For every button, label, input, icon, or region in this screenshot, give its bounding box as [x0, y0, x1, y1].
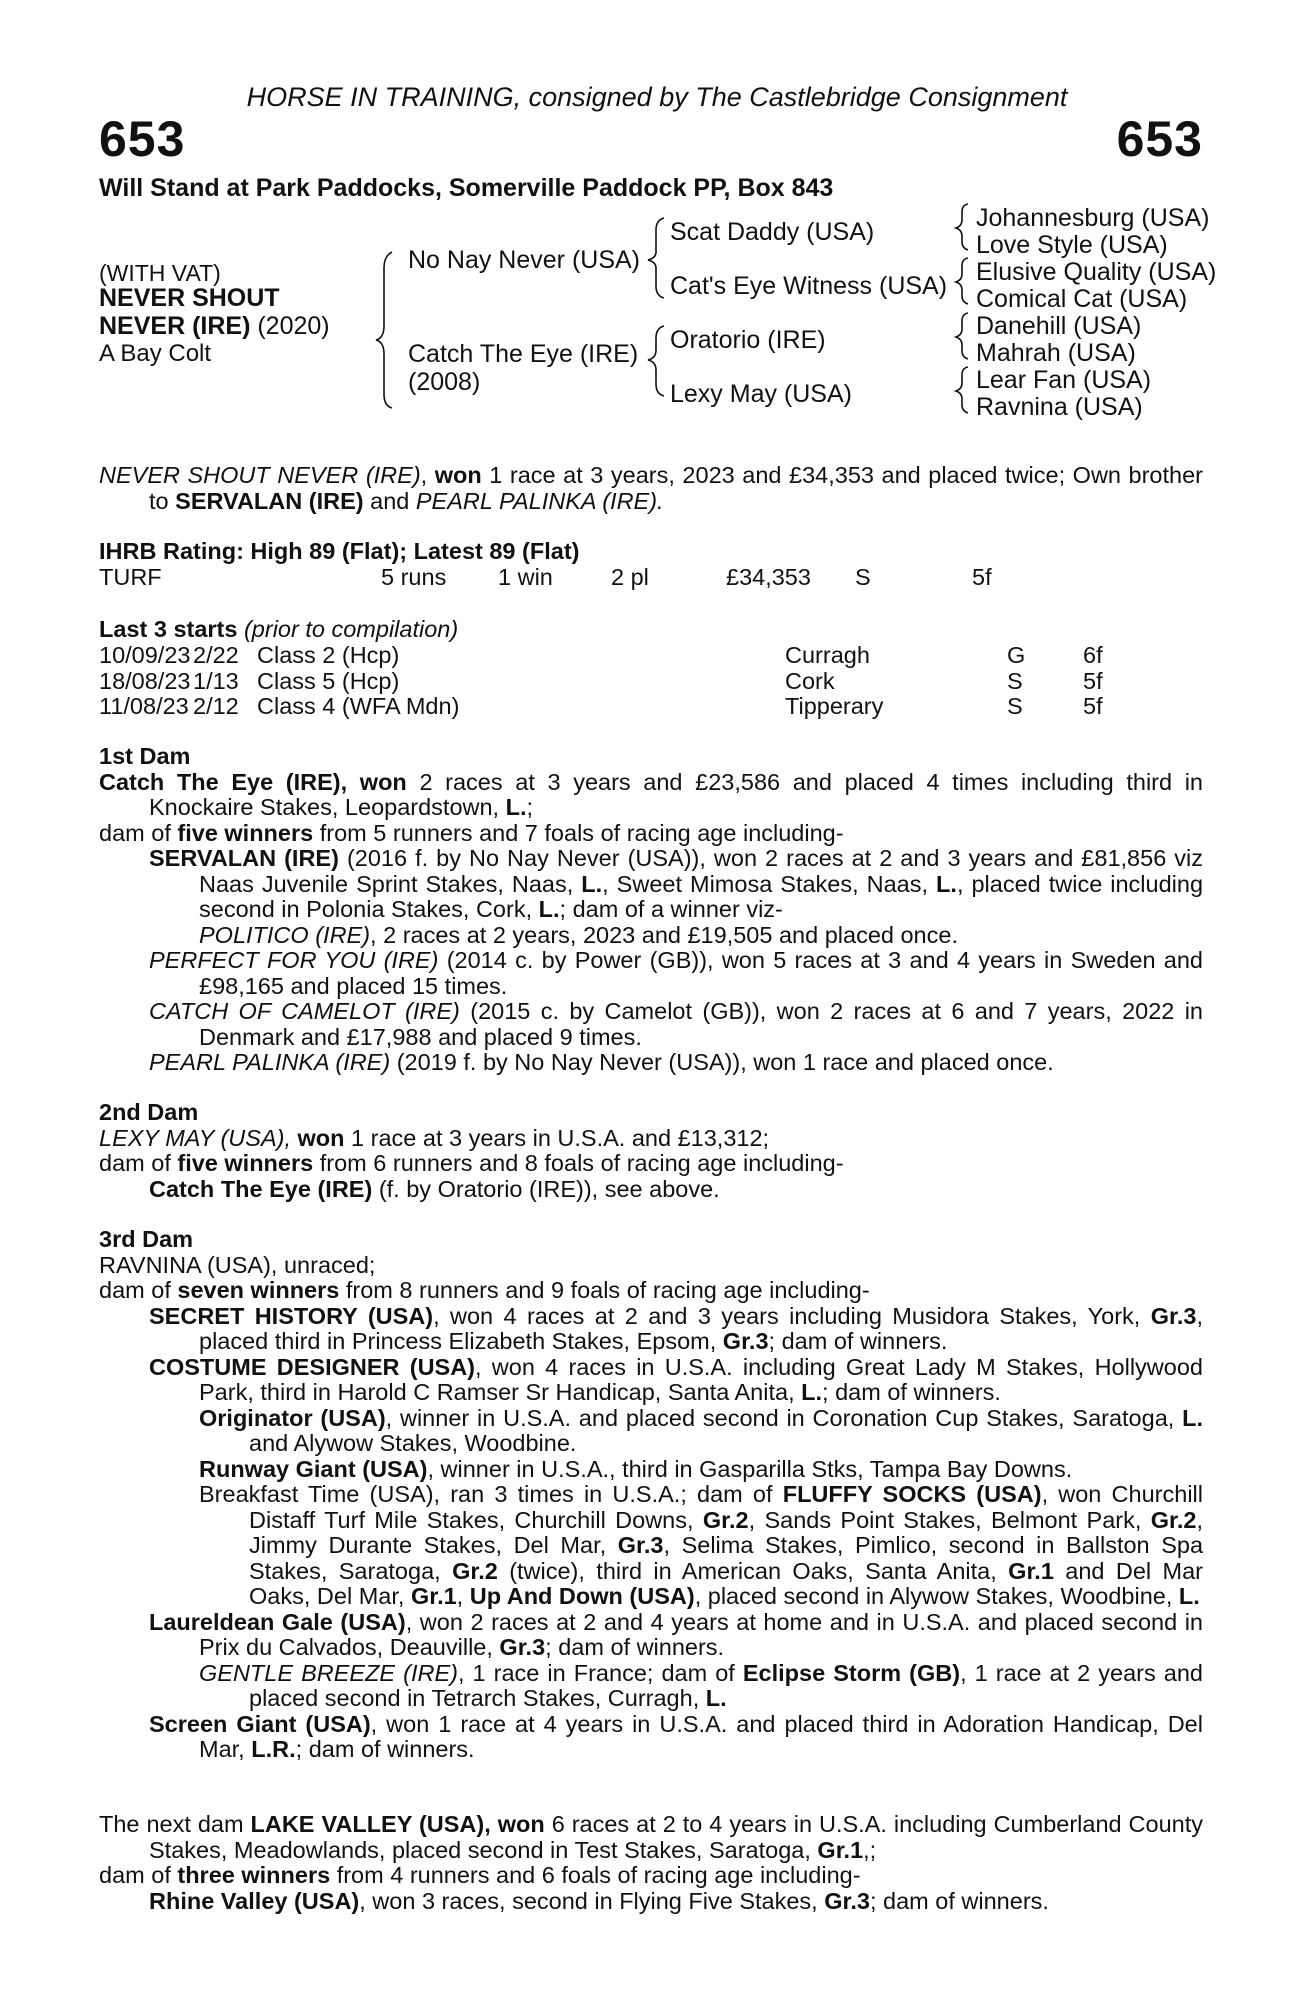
sire: No Nay Never (USA) — [408, 246, 640, 274]
horse-name-line1: NEVER SHOUT — [99, 284, 280, 312]
dam: Catch The Eye (IRE) — [408, 340, 639, 368]
third-dam-section: 3rd Dam RAVNINA (USA), unraced; dam of seven winners from 8 runners and 9 foals of racing age including- SECRET HISTORY (USA), won 4 races at 2 and 3 years including Musidora Stakes, York, Gr.3, placed third in Princess Elizabeth Stakes, Epsom, Gr.3; dam of winners. COSTUME DESIGNER (USA), won 4 races in U.S.A. including Great Lady M Stakes, Hollywood Park, third in Harold C Ramser Sr Handicap, Santa Anita, L.; dam of winners. Originator (USA), winner in U.S.A. and placed second in Coronation Cup Stakes, Saratoga, L. and Alywow Stakes, Woodbine. Runway Giant (USA), winner in U.S.A., third in Gasparilla Stks, Tampa Bay Downs. Breakfast Time (USA), ran 3 times in U.S.A.; dam of FLUFFY SOCKS (USA), won Churchill Distaff Turf Mile Stakes, Churchill Downs, Gr.2, Sands Point Stakes, Belmont Park, Gr.2, Jimmy Durante Stakes, Del Mar, Gr.3, Selima Stakes, Pimlico, second in Ballston Spa Stakes, Saratoga, Gr.2 (twice), third in American Oaks, Santa Anita, Gr.1 and Del Mar Oaks, Del Mar, Gr.1, Up And Down (USA), placed second in Alywow Stakes, Woodbine, L. Laureldean Gale (USA), won 2 races at 2 and 4 years at home and in U.S.A. and placed second in Prix du Calvados, Deauville, Gr.3; dam of winners. GENTLE BREEZE (IRE), 1 race in France; dam of Eclipse Storm (GB), 1 race at 2 years and placed second in Tetrarch Stakes, Curragh, L. Screen Giant (USA), won 1 race at 4 years in U.S.A. and placed third in Adoration Handicap, Del Mar, L.R.; dam of winners. — [99, 1226, 1204, 1762]
sire-dam: Cat's Eye Witness (USA) — [670, 272, 948, 300]
table-row: 10/09/23 2/22 Class 2 (Hcp) Curragh G 6f — [99, 642, 1103, 668]
gen3-7: Lear Fan (USA) — [976, 366, 1152, 394]
table-row: 18/08/23 1/13 Class 5 (Hcp) Cork S 5f — [99, 667, 1103, 694]
last3-title: Last 3 starts (prior to compilation) — [99, 616, 459, 642]
gen3-5: Danehill (USA) — [976, 312, 1142, 340]
gen3-3: Elusive Quality (USA) — [976, 258, 1217, 286]
rating-earnings: £34,353 — [726, 564, 811, 590]
rating-runs: 5 runs — [381, 564, 447, 590]
sire-sire: Scat Daddy (USA) — [670, 218, 875, 246]
next-dam-section: The next dam LAKE VALLEY (USA), won 6 races at 2 to 4 years in U.S.A. including Cumberland County Stakes, Meadowlands, placed second in Test Stakes, Saratoga, Gr.1,; dam of three winners from 4 runners and 6 foals of racing age including- Rhine Valley (USA), won 3 races, second in Flying Five Stakes, Gr.3; dam of winners. — [99, 1811, 1204, 1914]
horse-description: A Bay Colt — [99, 340, 212, 367]
consignment-header: HORSE IN TRAINING, consigned by The Castlebridge Consignment — [246, 82, 1068, 112]
last3-table — [99, 643, 1103, 720]
gen3-6: Mahrah (USA) — [976, 339, 1136, 367]
gen3-8: Ravnina (USA) — [976, 393, 1143, 421]
rating-surface: TURF — [99, 564, 162, 590]
gen3-2: Love Style (USA) — [976, 231, 1168, 259]
lot-number-right: 653 — [1116, 111, 1203, 167]
section-heading: 2nd Dam — [99, 1099, 199, 1125]
gen3-4: Comical Cat (USA) — [976, 285, 1188, 313]
rating-title: IHRB Rating: High 89 (Flat); Latest 89 (Flat) — [99, 538, 580, 564]
rating-wins: 1 win — [498, 564, 553, 590]
lot-number-left: 653 — [99, 111, 186, 167]
section-heading: 3rd Dam — [99, 1226, 194, 1252]
dam-sire: Oratorio (IRE) — [670, 326, 826, 354]
second-dam-section: 2nd Dam LEXY MAY (USA), won 1 race at 3 years in U.S.A. and £13,312; dam of five winners from 6 runners and 8 foals of racing age including- Catch The Eye (IRE) (f. by Oratorio (IRE)), see above. — [99, 1100, 1203, 1202]
section-heading: 1st Dam — [99, 743, 191, 769]
first-dam-section: 1st Dam Catch The Eye (IRE), won 2 races at 3 years and £23,586 and placed 4 times including third in Knockaire Stakes, Leopardstown, L.; dam of five winners from 5 runners and 7 foals of racing age including- SERVALAN (IRE) (2016 f. by No Nay Never (USA)), won 2 races at 2 and 3 years and £81,856 viz Naas Juvenile Sprint Stakes, Naas, L., Sweet Mimosa Stakes, Naas, L., placed twice including second in Polonia Stakes, Cork, L.; dam of a winner viz- POLITICO (IRE), 2 races at 2 years, 2023 and £19,505 and placed once. PERFECT FOR YOU (IRE) (2014 c. by Power (GB)), won 5 races at 3 and 4 years in Sweden and £98,165 and placed 15 times. CATCH OF CAMELOT (IRE) (2015 c. by Camelot (GB)), won 2 races at 6 and 7 years, 2022 in Denmark and £17,988 and placed 9 times. PEARL PALINKA (IRE) (2019 f. by No Nay Never (USA)), won 1 race and placed once. — [99, 743, 1204, 1075]
vat-label: (WITH VAT) — [99, 260, 221, 286]
gen3-1: Johannesburg (USA) — [976, 204, 1210, 232]
rating-going: S — [855, 564, 871, 590]
summary-paragraph: NEVER SHOUT NEVER (IRE), won 1 race at 3 years, 2023 and £34,353 and placed twice; Own brother to SERVALAN (IRE) and PEARL PALINKA (IRE). — [99, 462, 1203, 514]
table-row: 11/08/23 2/12 Class 4 (WFA Mdn) Tipperary S 5f — [99, 693, 1103, 719]
horse-name-line2: NEVER (IRE) (2020) — [99, 312, 330, 340]
stand-location: Will Stand at Park Paddocks, Somerville Paddock PP, Box 843 — [99, 174, 834, 202]
rating-placed: 2 pl — [611, 564, 649, 590]
dam-dam: Lexy May (USA) — [670, 380, 852, 408]
rating-distance: 5f — [972, 564, 992, 590]
dam-year: (2008) — [408, 368, 481, 396]
